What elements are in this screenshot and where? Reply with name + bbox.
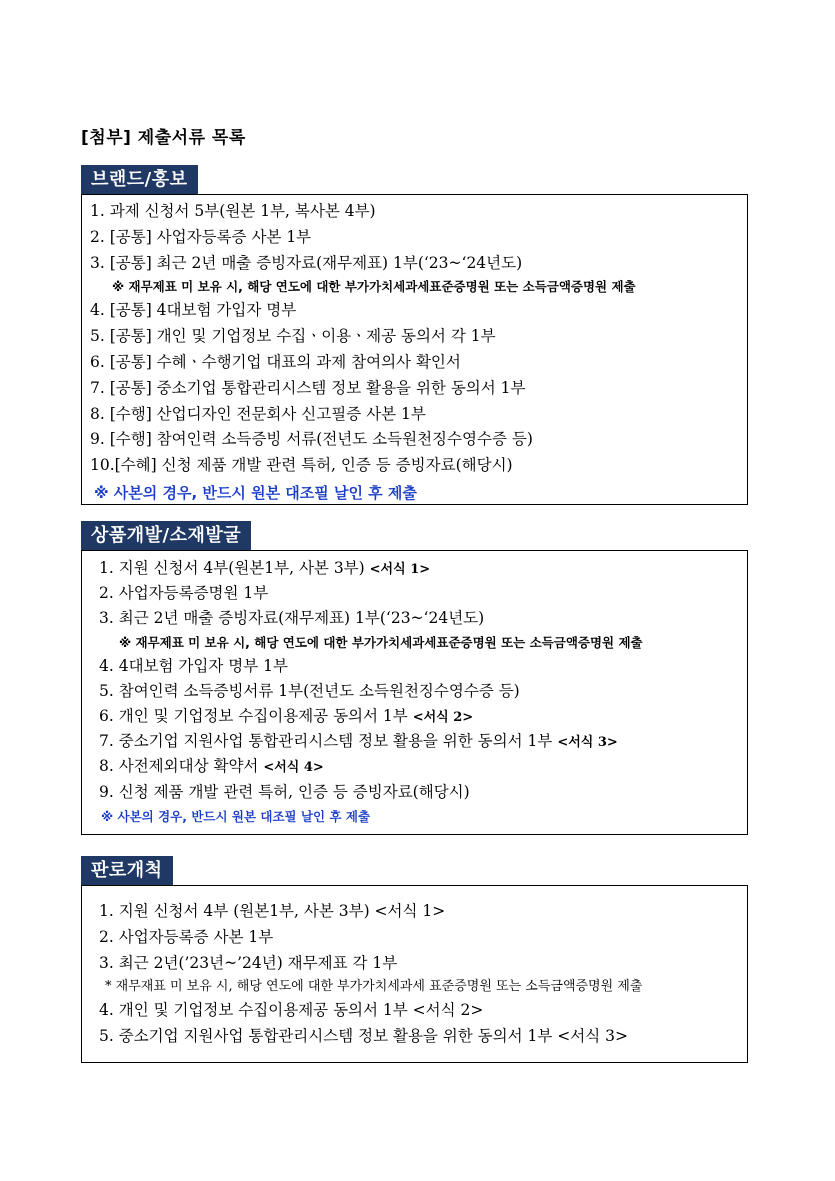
list-item: 10.[수혜] 신청 제품 개발 관련 특허, 인증 등 증빙자료(해당시) — [90, 456, 513, 475]
list-item: 8. [수행] 산업디자인 전문회사 신고필증 사본 1부 — [90, 404, 426, 423]
section-box-brand — [81, 194, 748, 505]
list-item — [99, 556, 747, 581]
list-item-text: 6. 개인 및 기업정보 수집이용제공 동의서 1부 — [99, 706, 408, 725]
list-item: 5. 중소기업 지원사업 통합관리시스템 정보 활용을 위한 동의서 1부 <서식 3> — [99, 1027, 629, 1046]
list-item — [99, 729, 747, 754]
list-item — [99, 754, 747, 779]
list-item: 2. 사업자등록증 사본 1부 — [99, 927, 274, 946]
form-tag: <서식 2> — [412, 709, 474, 725]
form-tag: <서식 3> — [557, 735, 618, 751]
list-item: 4. 개인 및 기업정보 수집이용제공 동의서 1부 <서식 2> — [99, 1001, 484, 1020]
section-tab-brand: 브랜드/홍보 — [81, 165, 198, 195]
list-item: 6. [공통] 수혜ㆍ수행기업 대표의 과제 참여의사 확인서 — [90, 352, 461, 371]
list-item: 7. [공통] 중소기업 통합관리시스템 정보 활용을 위한 동의서 1부 — [90, 378, 526, 397]
form-tag: <서식 1> — [369, 562, 431, 577]
copy-warning: ※ 사본의 경우, 반드시 원본 대조필 날인 후 제출 — [94, 483, 417, 502]
financial-statement-note: ※ 재무제표 미 보유 시, 해당 연도에 대한 부가가치세과세표준증명원 또는 소득금액증명원 제출 — [112, 279, 636, 295]
list-item: 4. 4대보험 가입자 명부 1부 — [99, 656, 288, 675]
list-item: 1. 과제 신청서 5부(원본 1부, 복사본 4부) — [90, 202, 376, 220]
section-box-sales-channel — [81, 885, 748, 1063]
list-item: 5. 참여인력 소득증빙서류 1부(전년도 소득원천징수영수증 등) — [99, 681, 520, 700]
list-item: 2. [공통] 사업자등록증 사본 1부 — [90, 227, 312, 246]
list-item: 3. 최근 2년(’23년~’24년) 재무제표 각 1부 — [99, 953, 398, 972]
list-item: 9. 신청 제품 개발 관련 특허, 인증 등 증빙자료(해당시) — [99, 782, 470, 801]
list-item: 5. [공통] 개인 및 기업정보 수집ㆍ이용ㆍ제공 동의서 각 1부 — [90, 327, 496, 346]
list-item: 3. 최근 2년 매출 증빙자료(재무제표) 1부(‘23~‘24년도) — [99, 609, 485, 628]
list-item-text: 8. 사전제외대상 확약서 — [99, 757, 259, 776]
list-item: 3. [공통] 최근 2년 매출 증빙자료(재무제표) 1부(‘23~‘24년도) — [90, 253, 523, 272]
list-item: 2. 사업자등록증명원 1부 — [99, 584, 269, 603]
list-item — [99, 704, 747, 729]
page-title: [첨부] 제출서류 목록 — [81, 128, 246, 148]
section-box-product-dev — [81, 550, 748, 835]
list-item: 4. [공통] 4대보험 가입자 명부 — [90, 301, 297, 320]
section-tab-product-dev: 상품개발/소재발굴 — [81, 521, 251, 551]
financial-statement-note: * 재무재표 미 보유 시, 해당 연도에 대한 부가가치세과세 표준증명원 또는 소득금액증명원 제출 — [105, 979, 643, 995]
list-item: 1. 지원 신청서 4부 (원본1부, 사본 3부) <서식 1> — [99, 902, 446, 920]
list-item-text: 7. 중소기업 지원사업 통합관리시스템 정보 활용을 위한 동의서 1부 — [99, 732, 553, 751]
copy-warning: ※ 사본의 경우, 반드시 원본 대조필 날인 후 제출 — [101, 808, 371, 824]
section-tab-sales-channel: 판로개척 — [81, 856, 173, 886]
list-item: 9. [수행] 참여인력 소득증빙 서류(전년도 소득원천징수영수증 등) — [90, 430, 533, 449]
form-tag: <서식 4> — [263, 760, 324, 776]
list-item-text: 1. 지원 신청서 4부(원본1부, 사본 3부) — [99, 559, 365, 577]
financial-statement-note: ※ 재무제표 미 보유 시, 해당 연도에 대한 부가가치세과세표준증명원 또는 소득금액증명원 제출 — [119, 634, 643, 650]
